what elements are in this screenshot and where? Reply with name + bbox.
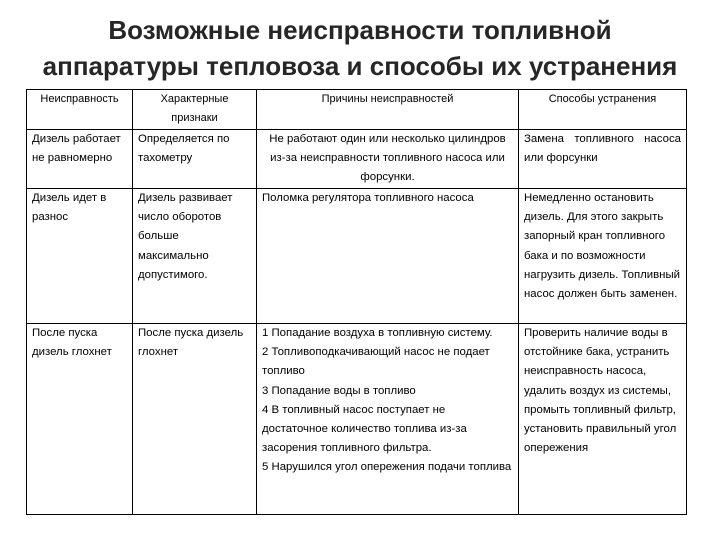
cell-fault: Дизель работает не равномерно (27, 130, 133, 189)
header-remedy: Способы устранения (519, 90, 687, 130)
cell-causes (257, 189, 519, 324)
cause-item: 2 Топливоподкачивающий насос не подает топливо (262, 346, 490, 378)
cell-fault: Дизель идет в разнос (27, 189, 133, 324)
title-line-2: аппаратуры тепловоза и способы их устранения (42, 51, 678, 81)
table-row (27, 189, 687, 324)
table-header-row (27, 90, 687, 130)
faults-table (26, 89, 687, 515)
cell-symptoms: После пуска дизель глохнет (133, 324, 257, 515)
cell-symptoms: Дизель развивает число оборотов больше максимально допустимого. (133, 189, 257, 324)
table-row (27, 130, 687, 189)
header-symptoms: Характерные признаки (133, 90, 257, 130)
table-row (27, 324, 687, 515)
cell-symptoms: Определяется по тахометру (133, 130, 257, 189)
cause-item: 3 Попадание воды в топливо (262, 384, 416, 397)
cell-remedy: Проверить наличие воды в отстойнике бака, устранить неисправность насоса, удалить воздух из системы, промыть топливный фильтр, установить правильный угол опережения (519, 324, 687, 515)
cause-item: Поломка регулятора топливного насоса (262, 192, 474, 204)
cell-causes (257, 130, 519, 189)
header-fault: Неисправность (27, 90, 133, 130)
cause-item: Не работают один или несколько цилиндров из-за неисправности топливного насоса или форсунки. (269, 133, 506, 184)
cell-fault: После пуска дизель глохнет (27, 324, 133, 515)
title-line-1: Возможные неисправности топливной (108, 15, 612, 45)
cause-item: 4 В топливный насос поступает не достаточное количество топлива из-за засорения топливного фильтра. (262, 403, 467, 455)
cell-causes (257, 324, 519, 515)
header-causes: Причины неисправностей (257, 90, 519, 130)
slide-title (20, 12, 700, 84)
cell-remedy: Немедленно остановить дизель. Для этого закрыть запорный кран топливного бака и по возможности нагрузить дизель. Топливный насос должен быть заменен. (519, 189, 687, 324)
cause-item: 1 Попадание воздуха в топливную систему. (262, 327, 493, 339)
cause-item: 5 Нарушился угол опережения подачи топлива (262, 461, 512, 474)
cell-remedy: Замена топливного насоса или форсунки (519, 130, 687, 189)
